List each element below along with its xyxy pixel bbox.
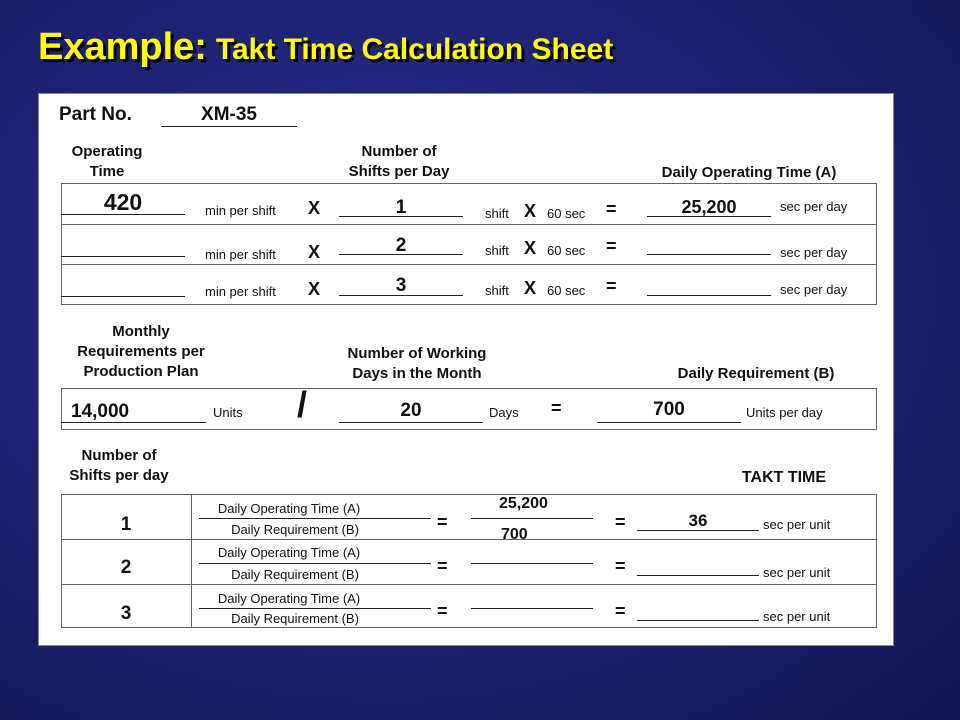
row-divider bbox=[61, 224, 876, 225]
header-operating-time: Operating Time bbox=[71, 143, 143, 180]
numerator-value[interactable]: 25,200 bbox=[499, 495, 548, 512]
input-underline bbox=[61, 296, 185, 297]
multiply-sign: X bbox=[524, 278, 537, 298]
page-title bbox=[38, 26, 613, 69]
multiply-sign: X bbox=[308, 198, 321, 218]
calculation-sheet bbox=[38, 93, 894, 646]
equals-sign: = bbox=[615, 512, 626, 532]
unit-sec-per-unit: sec per unit bbox=[763, 517, 831, 532]
unit-60-sec: 60 sec bbox=[547, 243, 586, 258]
header-takt-time: TAKT TIME bbox=[741, 469, 827, 486]
unit-60-sec: 60 sec bbox=[547, 206, 586, 221]
input-underline bbox=[637, 530, 759, 531]
equals-sign: = bbox=[437, 556, 448, 576]
unit-units: Units bbox=[213, 405, 243, 420]
input-underline bbox=[637, 620, 759, 621]
equals-sign: = bbox=[551, 398, 562, 418]
title-rest: Takt Time Calculation Sheet bbox=[215, 33, 614, 66]
title-prefix: Example: bbox=[38, 26, 207, 68]
shifts-value[interactable]: 3 bbox=[395, 275, 407, 296]
multiply-sign: X bbox=[308, 242, 321, 262]
row-divider bbox=[61, 264, 876, 265]
column-divider bbox=[191, 494, 192, 627]
part-no-label: Part No. bbox=[59, 104, 132, 125]
input-underline bbox=[339, 422, 483, 423]
shift-count: 1 bbox=[120, 514, 132, 535]
unit-shift: shift bbox=[485, 243, 509, 258]
equals-sign: = bbox=[437, 601, 448, 621]
input-underline bbox=[339, 254, 463, 255]
unit-sec-per-day: sec per day bbox=[780, 199, 848, 214]
input-underline bbox=[647, 216, 771, 217]
divide-sign: / bbox=[297, 384, 308, 425]
header-working-days: Number of Working Days in the Month bbox=[347, 345, 487, 382]
fraction-bar bbox=[199, 608, 431, 609]
multiply-sign: X bbox=[524, 238, 537, 258]
input-underline bbox=[647, 295, 771, 296]
header-monthly-requirements: Monthly Requirements per Production Plan bbox=[77, 323, 205, 380]
input-underline bbox=[61, 256, 185, 257]
equals-sign: = bbox=[615, 601, 626, 621]
unit-sec-per-day: sec per day bbox=[780, 282, 848, 297]
part-no-value[interactable]: XM-35 bbox=[201, 104, 257, 125]
unit-sec-per-unit: sec per unit bbox=[763, 565, 831, 580]
header-shifts-per-day-takt: Number of Shifts per day bbox=[69, 447, 169, 484]
equals-sign: = bbox=[606, 276, 617, 296]
unit-min-per-shift: min per shift bbox=[205, 247, 276, 262]
unit-units-per-day: Units per day bbox=[746, 405, 823, 420]
part-no-underline bbox=[161, 126, 297, 127]
unit-sec-per-day: sec per day bbox=[780, 245, 848, 260]
header-daily-operating-time: Daily Operating Time (A) bbox=[661, 164, 837, 181]
numerator-label: Daily Operating Time (A) bbox=[217, 591, 361, 606]
unit-sec-per-unit: sec per unit bbox=[763, 609, 831, 624]
shifts-value[interactable]: 1 bbox=[395, 197, 407, 218]
denominator-value[interactable]: 700 bbox=[501, 526, 528, 543]
denominator-label: Daily Requirement (B) bbox=[231, 611, 359, 626]
unit-min-per-shift: min per shift bbox=[205, 203, 276, 218]
input-underline bbox=[339, 295, 463, 296]
input-underline bbox=[637, 575, 759, 576]
unit-shift: shift bbox=[485, 283, 509, 298]
header-shifts-per-day: Number of Shifts per Day bbox=[348, 143, 450, 180]
daily-operating-value[interactable]: 25,200 bbox=[681, 197, 737, 217]
header-daily-requirement: Daily Requirement (B) bbox=[677, 365, 835, 382]
equals-sign: = bbox=[606, 199, 617, 219]
input-underline bbox=[597, 422, 741, 423]
row-divider bbox=[61, 539, 876, 540]
multiply-sign: X bbox=[308, 279, 321, 299]
daily-requirement-value[interactable]: 700 bbox=[653, 399, 685, 420]
shift-count: 3 bbox=[120, 603, 132, 624]
shifts-value[interactable]: 2 bbox=[395, 235, 407, 256]
unit-days: Days bbox=[489, 405, 519, 420]
multiply-sign: X bbox=[524, 201, 537, 221]
input-underline bbox=[647, 254, 771, 255]
denominator-label: Daily Requirement (B) bbox=[231, 522, 359, 537]
working-days-value[interactable]: 20 bbox=[400, 400, 422, 421]
fraction-bar bbox=[199, 518, 431, 519]
monthly-requirement-value[interactable]: 14,000 bbox=[71, 401, 130, 422]
fraction-bar bbox=[471, 518, 593, 519]
unit-shift: shift bbox=[485, 206, 509, 221]
denominator-label: Daily Requirement (B) bbox=[231, 567, 359, 582]
unit-60-sec: 60 sec bbox=[547, 283, 586, 298]
row-divider bbox=[61, 584, 876, 585]
operating-time-value[interactable]: 420 bbox=[103, 189, 143, 215]
numerator-label: Daily Operating Time (A) bbox=[217, 545, 361, 560]
unit-min-per-shift: min per shift bbox=[205, 284, 276, 299]
fraction-bar bbox=[471, 608, 593, 609]
input-underline bbox=[61, 422, 206, 423]
input-underline bbox=[61, 214, 185, 215]
equals-sign: = bbox=[437, 512, 448, 532]
fraction-bar bbox=[471, 563, 593, 564]
equals-sign: = bbox=[606, 236, 617, 256]
equals-sign: = bbox=[615, 556, 626, 576]
takt-time-value[interactable]: 36 bbox=[688, 511, 708, 530]
input-underline bbox=[339, 216, 463, 217]
fraction-bar bbox=[199, 563, 431, 564]
shift-count: 2 bbox=[120, 557, 132, 578]
numerator-label: Daily Operating Time (A) bbox=[217, 501, 361, 516]
